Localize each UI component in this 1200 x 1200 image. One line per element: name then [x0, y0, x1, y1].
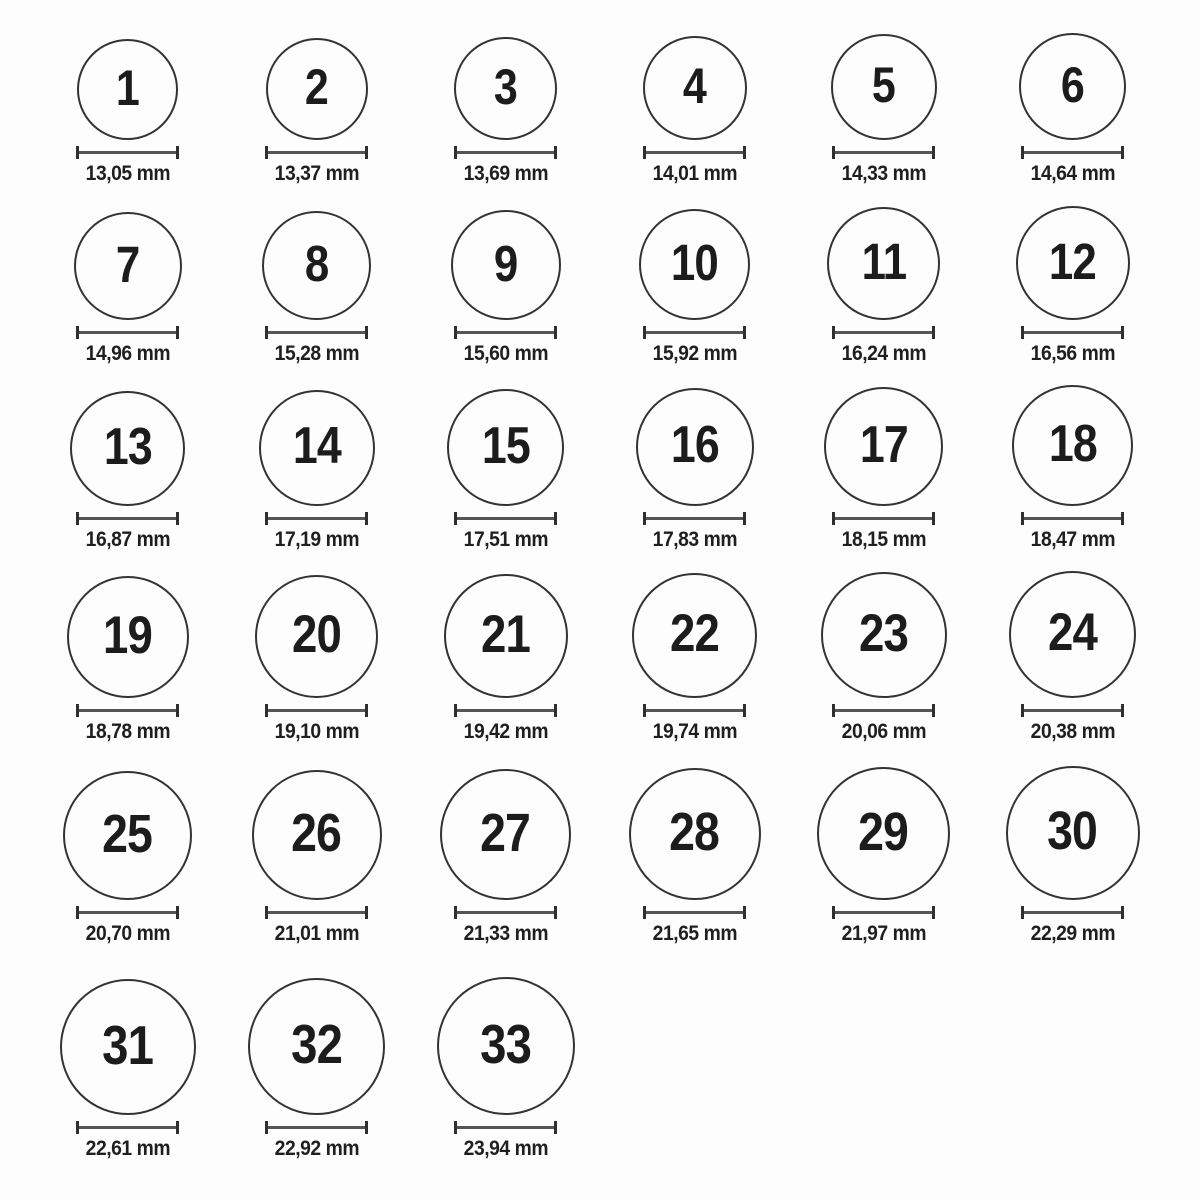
ring-size-cell — [411, 952, 600, 1200]
ring-size-cell — [33, 0, 222, 192]
ring-size-cell — [222, 372, 411, 558]
ring-size-cell — [978, 0, 1167, 192]
diameter-measure-line — [1021, 512, 1124, 525]
size-circle — [821, 572, 947, 698]
diameter-measure-line — [454, 704, 557, 717]
ring-size-cell — [789, 750, 978, 952]
size-number: 11 — [861, 233, 906, 290]
diameter-label: 17,51 mm — [463, 528, 548, 551]
size-circle — [1016, 206, 1130, 320]
size-circle — [437, 977, 575, 1115]
ring-size-cell — [33, 952, 222, 1200]
diameter-label: 19,10 mm — [274, 720, 359, 743]
size-number: 31 — [102, 1013, 153, 1076]
diameter-measure-bar — [646, 911, 743, 914]
diameter-measure-bar — [268, 151, 365, 154]
size-number: 5 — [871, 57, 896, 113]
diameter-measure-line — [643, 326, 746, 339]
size-number: 27 — [480, 802, 531, 863]
ring-size-cell — [411, 558, 600, 750]
diameter-measure-bar — [79, 709, 176, 712]
diameter-measure-line — [454, 906, 557, 919]
size-circle — [70, 391, 185, 506]
size-number: 19 — [103, 605, 152, 665]
ring-size-cell — [222, 192, 411, 372]
diameter-measure-bar — [457, 709, 554, 712]
diameter-measure-bar — [835, 151, 932, 154]
ring-size-cell — [978, 558, 1167, 750]
size-circle — [266, 38, 368, 140]
diameter-label: 13,37 mm — [274, 162, 359, 185]
diameter-measure-line — [643, 906, 746, 919]
diameter-measure-bar — [646, 517, 743, 520]
diameter-measure-line — [76, 906, 179, 919]
diameter-label: 20,70 mm — [85, 922, 170, 945]
size-circle — [827, 207, 940, 320]
diameter-measure-line — [76, 512, 179, 525]
diameter-label: 14,64 mm — [1030, 162, 1115, 185]
diameter-measure-bar — [835, 911, 932, 914]
size-circle — [451, 210, 561, 320]
size-number: 1 — [115, 59, 140, 116]
size-number: 22 — [670, 604, 719, 663]
diameter-label: 21,33 mm — [463, 922, 548, 945]
diameter-measure-bar — [268, 709, 365, 712]
size-circle — [259, 390, 375, 506]
ring-size-cell — [33, 192, 222, 372]
size-number: 32 — [291, 1013, 342, 1075]
size-circle — [440, 769, 571, 900]
size-number: 4 — [682, 58, 707, 114]
diameter-measure-line — [76, 1121, 179, 1134]
diameter-measure-line — [454, 146, 557, 159]
diameter-measure-bar — [835, 331, 932, 334]
diameter-measure-bar — [457, 517, 554, 520]
diameter-measure-line — [1021, 326, 1124, 339]
size-number: 2 — [304, 59, 329, 115]
ring-size-cell — [600, 558, 789, 750]
diameter-measure-bar — [79, 331, 176, 334]
diameter-measure-bar — [457, 331, 554, 334]
diameter-measure-line — [1021, 146, 1124, 159]
ring-size-cell — [789, 192, 978, 372]
diameter-label: 18,78 mm — [85, 720, 170, 743]
size-circle — [643, 36, 747, 140]
size-circle — [63, 771, 192, 900]
diameter-measure-bar — [1024, 911, 1121, 914]
size-number: 24 — [1048, 603, 1097, 662]
diameter-measure-bar — [646, 709, 743, 712]
ring-size-cell — [600, 750, 789, 952]
size-circle — [67, 576, 189, 698]
size-number: 7 — [115, 235, 140, 293]
diameter-measure-bar — [268, 1126, 365, 1129]
diameter-label: 16,24 mm — [841, 342, 926, 365]
size-number: 30 — [1047, 801, 1098, 861]
ring-size-cell — [789, 372, 978, 558]
diameter-measure-bar — [79, 1126, 176, 1129]
diameter-measure-line — [265, 326, 368, 339]
diameter-label: 14,33 mm — [841, 162, 926, 185]
size-number: 23 — [859, 603, 908, 663]
diameter-measure-bar — [835, 709, 932, 712]
diameter-measure-line — [832, 512, 935, 525]
ring-size-cell — [411, 750, 600, 952]
ring-size-cell — [33, 558, 222, 750]
diameter-measure-bar — [268, 911, 365, 914]
diameter-measure-line — [832, 906, 935, 919]
size-circle — [447, 389, 564, 506]
size-number: 16 — [670, 416, 719, 474]
diameter-label: 20,38 mm — [1030, 720, 1115, 743]
diameter-measure-bar — [79, 151, 176, 154]
size-circle — [629, 768, 761, 900]
diameter-measure-line — [265, 906, 368, 919]
diameter-measure-line — [76, 326, 179, 339]
diameter-measure-line — [265, 512, 368, 525]
diameter-label: 19,42 mm — [463, 720, 548, 743]
size-number: 25 — [102, 803, 153, 864]
size-circle — [824, 387, 943, 506]
diameter-measure-bar — [457, 1126, 554, 1129]
diameter-measure-line — [832, 326, 935, 339]
size-circle — [74, 212, 182, 320]
size-circle — [252, 770, 382, 900]
ring-size-cell — [600, 192, 789, 372]
size-number: 20 — [292, 605, 341, 664]
size-number: 14 — [292, 417, 341, 475]
size-circle — [817, 767, 950, 900]
size-circle — [831, 34, 937, 140]
diameter-measure-bar — [646, 331, 743, 334]
diameter-measure-line — [832, 704, 935, 717]
diameter-measure-bar — [268, 331, 365, 334]
ring-size-cell — [411, 192, 600, 372]
diameter-measure-bar — [268, 517, 365, 520]
size-circle — [248, 978, 385, 1115]
diameter-measure-bar — [1024, 709, 1121, 712]
diameter-label: 18,47 mm — [1030, 528, 1115, 551]
size-circle — [632, 573, 757, 698]
diameter-measure-line — [643, 146, 746, 159]
size-circle — [262, 211, 371, 320]
diameter-measure-bar — [646, 151, 743, 154]
size-number: 28 — [669, 802, 720, 862]
diameter-label: 15,28 mm — [274, 342, 359, 365]
diameter-measure-bar — [1024, 331, 1121, 334]
diameter-measure-line — [832, 146, 935, 159]
diameter-label: 15,60 mm — [463, 342, 548, 365]
size-circle — [60, 979, 196, 1115]
diameter-label: 17,83 mm — [652, 528, 737, 551]
diameter-label: 18,15 mm — [841, 528, 926, 551]
diameter-label: 13,05 mm — [85, 162, 170, 185]
size-number: 15 — [481, 416, 530, 475]
ring-size-cell — [222, 952, 411, 1200]
ring-size-cell — [222, 0, 411, 192]
size-number: 13 — [103, 417, 152, 476]
ring-size-cell — [33, 372, 222, 558]
size-number: 18 — [1048, 414, 1097, 473]
diameter-measure-line — [454, 326, 557, 339]
size-number: 8 — [304, 235, 329, 292]
size-circle — [639, 209, 750, 320]
size-circle — [1009, 571, 1136, 698]
ring-size-cell — [978, 192, 1167, 372]
ring-size-cell — [789, 558, 978, 750]
diameter-measure-line — [643, 704, 746, 717]
diameter-label: 23,94 mm — [463, 1137, 548, 1160]
diameter-measure-bar — [79, 911, 176, 914]
diameter-label: 21,65 mm — [652, 922, 737, 945]
size-number: 6 — [1060, 56, 1085, 113]
size-circle — [255, 575, 378, 698]
size-number: 26 — [291, 803, 342, 863]
ring-size-cell — [222, 558, 411, 750]
diameter-measure-line — [265, 1121, 368, 1134]
diameter-measure-bar — [457, 151, 554, 154]
diameter-measure-line — [1021, 906, 1124, 919]
diameter-measure-bar — [457, 911, 554, 914]
ring-size-cell — [978, 372, 1167, 558]
diameter-measure-line — [76, 704, 179, 717]
size-circle — [444, 574, 568, 698]
size-circle — [77, 39, 178, 140]
diameter-measure-line — [454, 512, 557, 525]
diameter-label: 20,06 mm — [841, 720, 926, 743]
diameter-label: 16,56 mm — [1030, 342, 1115, 365]
size-number: 12 — [1048, 232, 1097, 290]
size-circle — [454, 37, 557, 140]
size-circle — [636, 388, 754, 506]
size-circle — [1006, 766, 1140, 900]
diameter-label: 21,97 mm — [841, 922, 926, 945]
size-circle — [1012, 385, 1133, 506]
diameter-label: 22,61 mm — [85, 1137, 170, 1160]
diameter-label: 19,74 mm — [652, 720, 737, 743]
size-number: 33 — [480, 1012, 531, 1075]
diameter-label: 21,01 mm — [274, 922, 359, 945]
ring-size-cell — [600, 372, 789, 558]
size-circle — [1019, 33, 1126, 140]
diameter-label: 22,29 mm — [1030, 922, 1115, 945]
diameter-measure-line — [643, 512, 746, 525]
size-number: 29 — [858, 801, 909, 862]
diameter-measure-line — [265, 704, 368, 717]
diameter-label: 14,96 mm — [85, 342, 170, 365]
diameter-label: 13,69 mm — [463, 162, 548, 185]
size-number: 17 — [859, 415, 908, 474]
diameter-measure-line — [265, 146, 368, 159]
size-number: 10 — [670, 234, 719, 291]
ring-size-cell — [222, 750, 411, 952]
diameter-measure-bar — [79, 517, 176, 520]
ring-size-cell — [411, 372, 600, 558]
ring-size-cell — [789, 0, 978, 192]
size-number: 9 — [493, 234, 518, 292]
diameter-measure-bar — [1024, 151, 1121, 154]
diameter-measure-line — [454, 1121, 557, 1134]
diameter-measure-line — [1021, 704, 1124, 717]
diameter-measure-bar — [835, 517, 932, 520]
diameter-measure-line — [76, 146, 179, 159]
ring-size-cell — [978, 750, 1167, 952]
diameter-label: 17,19 mm — [274, 528, 359, 551]
ring-size-cell — [411, 0, 600, 192]
diameter-measure-bar — [1024, 517, 1121, 520]
size-number: 3 — [493, 58, 518, 115]
diameter-label: 22,92 mm — [274, 1137, 359, 1160]
size-number: 21 — [481, 604, 530, 664]
diameter-label: 16,87 mm — [85, 528, 170, 551]
diameter-label: 15,92 mm — [652, 342, 737, 365]
ring-size-cell — [600, 0, 789, 192]
ring-size-cell — [33, 750, 222, 952]
diameter-label: 14,01 mm — [652, 162, 737, 185]
